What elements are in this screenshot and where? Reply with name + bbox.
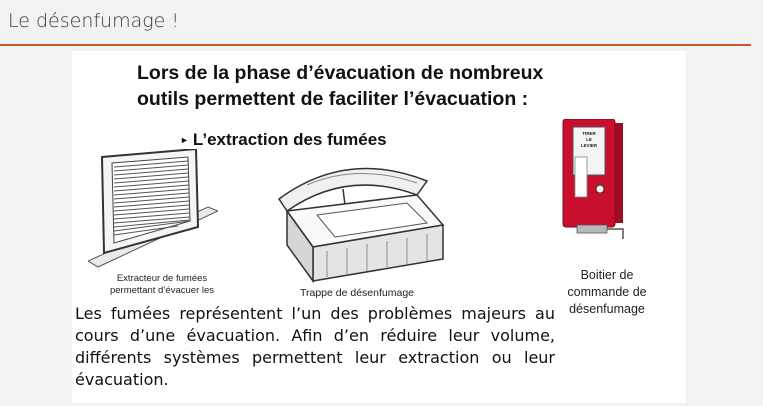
smoke-hatch-illustration [277,155,447,285]
caption-control-box-line3: désenfumage [569,302,645,316]
smoke-extractor-illustration [88,149,218,269]
title-divider [0,44,751,46]
slide-heading-line1: Lors de la phase d’évacuation de nombreux [137,62,544,84]
caption-smoke-extractor [92,273,232,297]
slide-image [72,51,686,403]
control-box-label: TIRER LE LEVIER [580,131,598,148]
caption-control-box-line1: Boitier de [580,268,634,282]
subheading-text: L’extraction des fumées [192,130,387,149]
slide-heading [137,60,657,112]
slide-body-text: Les fumées représentent l’un des problèmes majeurs au cours d’une évacuation. Afin d’en réduire leur volume, différents systèmes permettent leur extraction ou leur évacuation. [75,304,555,389]
caption-control-box [557,267,657,318]
caption-smoke-extractor-line1: Extracteur de fumées [116,273,208,284]
slide-heading-line2: outils permettent de faciliter l’évacuation : [137,88,529,110]
caption-smoke-extractor-line2: permettant d’évacuer les [109,285,215,296]
page-title: Le désenfumage ! [8,10,179,32]
bullet-arrow-icon: ► [180,135,189,145]
slide-subheading [180,130,387,150]
caption-control-box-line2: commande de [567,285,647,299]
caption-smoke-hatch: Trappe de désenfumage [299,287,415,299]
